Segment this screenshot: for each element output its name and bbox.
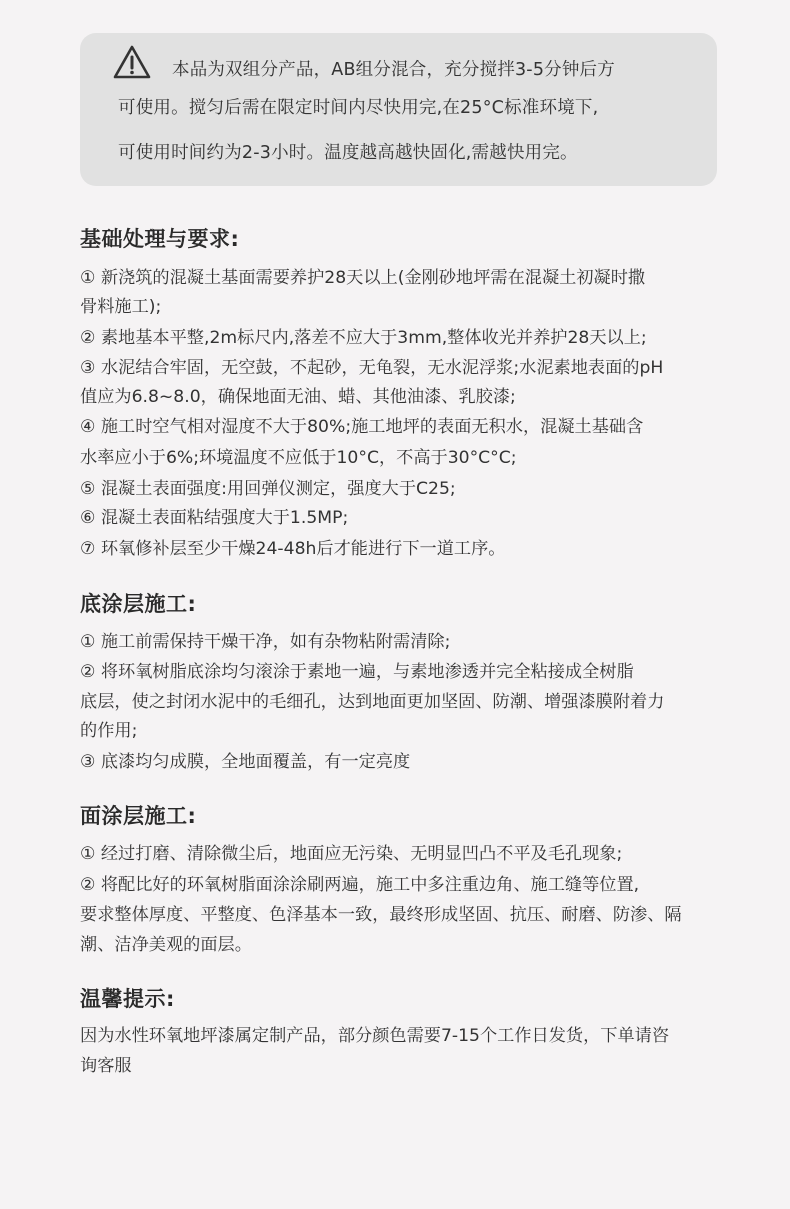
section-text-line: 水率应小于6%;环境温度不应低于10°C，不高于30°C°C; [80,448,517,468]
section-text-line: ③ 底漆均匀成膜，全地面覆盖，有一定亮度 [80,752,411,772]
section-title-primer-coat: 底涂层施工: [80,592,197,616]
warning-triangle-icon [112,43,152,81]
section-text-line: ③ 水泥结合牢固，无空鼓，不起砂，无龟裂，无水泥浮浆;水泥素地表面的pH [80,358,664,378]
notice-text-line: 可使用。搅匀后需在限定时间内尽快用完,在25°C标准环境下, [118,98,599,118]
notice-text-line: 本品为双组分产品，AB组分混合，充分搅拌3-5分钟后方 [172,60,615,80]
section-text-line: 的作用; [80,721,138,741]
notice-text-line: 可使用时间约为2-3小时。温度越高越快固化,需越快用完。 [118,143,578,163]
section-text-line: ① 施工前需保持干燥干净，如有杂物粘附需清除; [80,632,451,652]
section-text-line: ④ 施工时空气相对湿度不大于80%;施工地坪的表面无积水，混凝土基础含 [80,417,644,437]
warning-notice-box [80,33,717,186]
section-text-line: 值应为6.8~8.0，确保地面无油、蜡、其他油漆、乳胶漆; [80,387,516,407]
section-text-line: 因为水性环氧地坪漆属定制产品，部分颜色需要7-15个工作日发货，下单请咨 [80,1026,670,1046]
section-title-top-coat: 面涂层施工: [80,804,197,828]
section-text-line: 要求整体厚度、平整度、色泽基本一致，最终形成坚固、抗压、耐磨、防渗、隔 [80,905,682,925]
section-title-tips: 温馨提示: [80,987,175,1011]
section-text-line: ⑥ 混凝土表面粘结强度大于1.5MP; [80,508,349,528]
section-text-line: ② 将配比好的环氧树脂面涂涂刷两遍，施工中多注重边角、施工缝等位置, [80,875,640,895]
section-text-line: 底层，使之封闭水泥中的毛细孔，达到地面更加坚固、防潮、增强漆膜附着力 [80,692,665,712]
section-text-line: 潮、洁净美观的面层。 [80,935,252,955]
section-text-line: 骨料施工); [80,297,162,317]
section-text-line: ② 素地基本平整,2m标尺内,落差不应大于3mm,整体收光并养护28天以上; [80,328,647,348]
section-text-line: ⑤ 混凝土表面强度:用回弹仪测定，强度大于C25; [80,479,456,499]
section-text-line: ① 经过打磨、清除微尘后，地面应无污染、无明显凹凸不平及毛孔现象; [80,844,623,864]
section-title-base-treatment: 基础处理与要求: [80,227,240,251]
section-text-line: ⑦ 环氧修补层至少干燥24-48h后才能进行下一道工序。 [80,539,506,559]
section-text-line: 询客服 [80,1056,132,1076]
section-text-line: ② 将环氧树脂底涂均匀滚涂于素地一遍，与素地渗透并完全粘接成全树脂 [80,662,634,682]
section-text-line: ① 新浇筑的混凝土基面需要养护28天以上(金刚砂地坪需在混凝土初凝时撒 [80,268,646,288]
